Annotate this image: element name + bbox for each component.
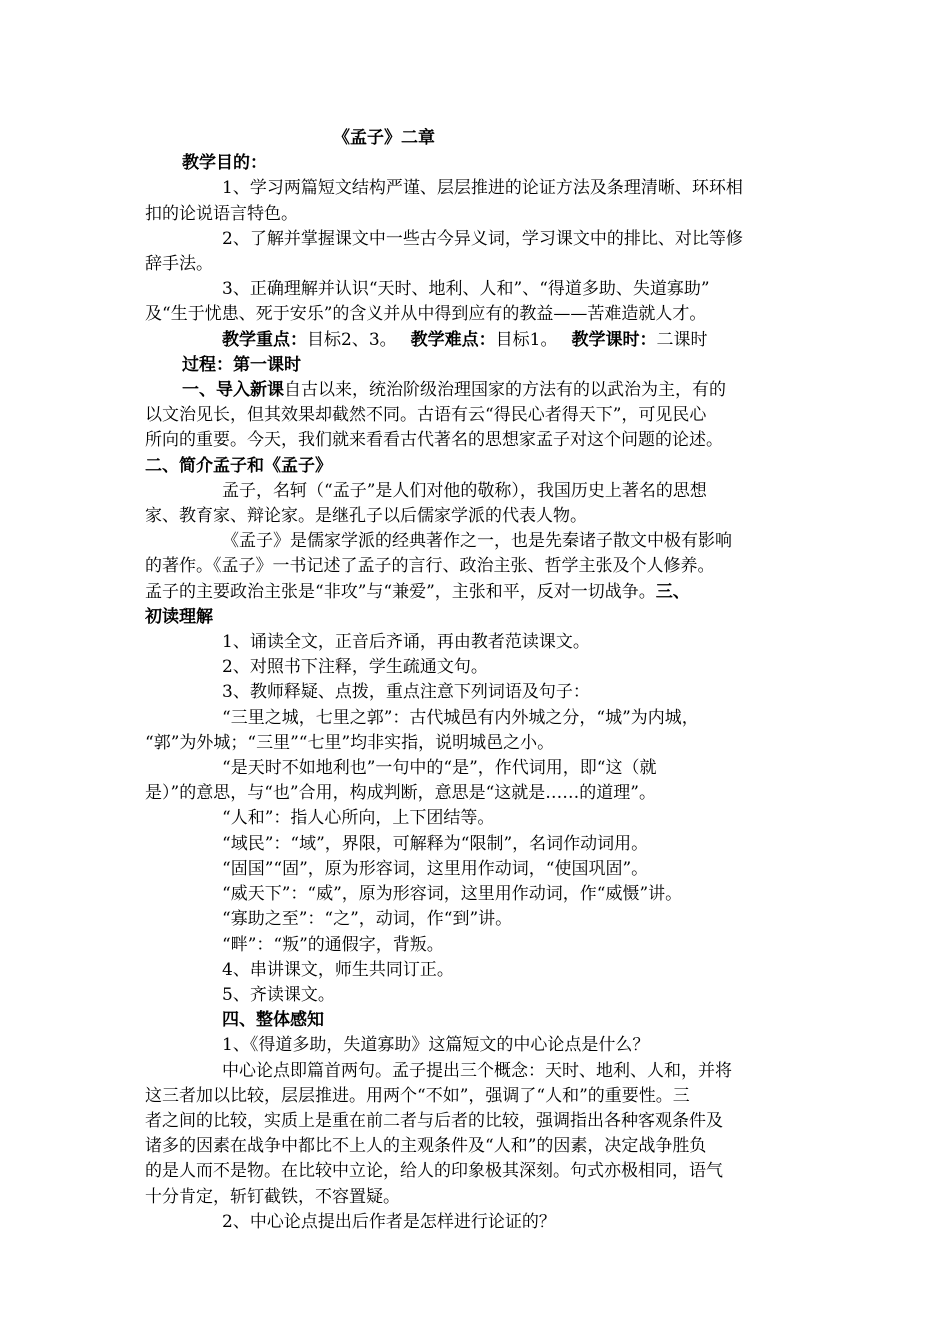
section-heading-process: 过程：第一课时 [182, 354, 301, 375]
section-heading-overall: 四、整体感知 [222, 1010, 324, 1031]
paragraph-line: 者之间的比较，实质上是重在前二者与后者的比较，强调指出各种客观条件及 [145, 1110, 723, 1131]
list-item: 2、对照书下注释，学生疏通文句。 [222, 657, 488, 678]
paragraph-line: 的是人而不是物。在比较中立论，给人的印象极其深刻。句式亦极相同，语气 [145, 1161, 723, 1182]
paragraph-line: “域民”：“域”，界限，可解释为“限制”，名词作动词用。 [222, 833, 649, 854]
paragraph-line: 《孟子》是儒家学派的经典著作之一，也是先秦诸子散文中极有影响 [222, 531, 732, 552]
section-three-label: 三、 [655, 581, 690, 602]
paragraph-line: “郭”为外城；“三里”“七里”均非实指，说明城邑之小。 [145, 732, 555, 753]
paragraph-line: 是）”的意思，与“也”合用，构成判断，意思是“这就是……的道理”。 [145, 783, 656, 804]
list-item: 5、齐读课文。 [222, 984, 335, 1005]
paragraph-line: “人和”：指人心所向，上下团结等。 [222, 808, 495, 829]
paragraph-line: 孟子，名轲（“孟子”是人们对他的敬称），我国历史上著名的思想 [222, 480, 707, 501]
paragraph-line: 扣的论说语言特色。 [145, 203, 298, 224]
key-points-value: 目标2、3。 [307, 329, 397, 350]
paragraph-line: 辞手法。 [145, 254, 213, 275]
difficulty-value: 目标1。 [495, 329, 558, 350]
document-page [145, 126, 810, 1235]
mengzi-politics-line [145, 580, 810, 605]
paragraph-line: 所向的重要。今天，我们就来看看古代著名的思想家孟子对这个问题的论述。 [145, 430, 723, 451]
question-line: 2、中心论点提出后作者是怎样进行论证的？ [222, 1211, 556, 1232]
class-hours-value: 二课时 [656, 329, 708, 350]
section-heading-intro-mengzi: 二、简介孟子和《孟子》 [145, 455, 332, 476]
paragraph-line: 中心论点即篇首两句。孟子提出三个概念：天时、地利、人和，并将 [222, 1060, 732, 1081]
paragraph-line: “三里之城，七里之郭”：古代城邑有内外城之分，“城”为内城， [222, 707, 699, 728]
paragraph-line: 诸多的因素在战争中都比不上人的主观条件及“人和”的因素，决定战争胜负 [145, 1136, 707, 1157]
intro-line [145, 378, 810, 403]
paragraph-line: 2、了解并掌握课文中一些古今异义词，学习课文中的排比、对比等修 [222, 228, 743, 249]
paragraph-line: 这三者加以比较，层层推进。用两个“不如”，强调了“人和”的重要性。三 [145, 1085, 690, 1106]
mengzi-politics-text: 孟子的主要政治主张是“非攻”与“兼爱”，主张和平，反对一切战争。 [145, 581, 656, 602]
paragraph-line: “威天下”：“威”，原为形容词，这里用作动词，作“威慑”讲。 [222, 884, 683, 905]
difficulty-label: 教学难点： [410, 329, 496, 350]
paragraph-line: 十分肯定，斩钉截铁，不容置疑。 [145, 1186, 400, 1207]
intro-label: 一、导入新课 [182, 380, 284, 401]
section-heading-objectives: 教学目的： [182, 153, 267, 174]
paragraph-line: 1、学习两篇短文结构严谨、层层推进的论证方法及条理清晰、环环相 [222, 178, 743, 199]
focus-difficulty-hours-line [145, 328, 810, 353]
document-title: 《孟子》二章 [333, 128, 435, 148]
paragraph-line: 以文治见长，但其效果却截然不同。古语有云“得民心者得天下”，可见民心 [145, 405, 707, 426]
paragraph-line: “固国”“固”，原为形容词，这里用作动词，“使国巩固”。 [222, 858, 649, 879]
section-heading-first-reading: 初读理解 [145, 606, 213, 627]
list-item: 3、教师释疑、点拨，重点注意下列词语及句子： [222, 682, 590, 703]
list-item: 4、串讲课文，师生共同订正。 [222, 959, 454, 980]
paragraph-line: 的著作。《孟子》一书记述了孟子的言行、政治主张、哲学主张及个人修养。 [145, 556, 715, 577]
question-line: 1、《得道多助，失道寡助》这篇短文的中心论点是什么？ [222, 1035, 650, 1056]
paragraph-line: “是天时不如地利也”一句中的“是”，作代词用，即“这（就 [222, 758, 657, 779]
paragraph-line: “畔”：“叛”的通假字，背叛。 [222, 934, 444, 955]
paragraph-line: “寡助之至”：“之”，动词，作“到”讲。 [222, 909, 513, 930]
paragraph-line: 家、教育家、辩论家。是继孔子以后儒家学派的代表人物。 [145, 506, 587, 527]
paragraph-line: 3、正确理解并认识“天时、地利、人和”、“得道多助、失道寡助” [222, 279, 710, 300]
paragraph-line: 及“生于忧患、死于安乐”的含义并从中得到应有的教益——苦难造就人才。 [145, 304, 707, 325]
intro-text: 自古以来，统治阶级治理国家的方法有的以武治为主，有的 [284, 380, 726, 401]
key-points-label: 教学重点： [222, 329, 307, 350]
class-hours-label: 教学课时： [571, 329, 657, 350]
list-item: 1、诵读全文，正音后齐诵，再由教者范读课文。 [222, 632, 590, 653]
